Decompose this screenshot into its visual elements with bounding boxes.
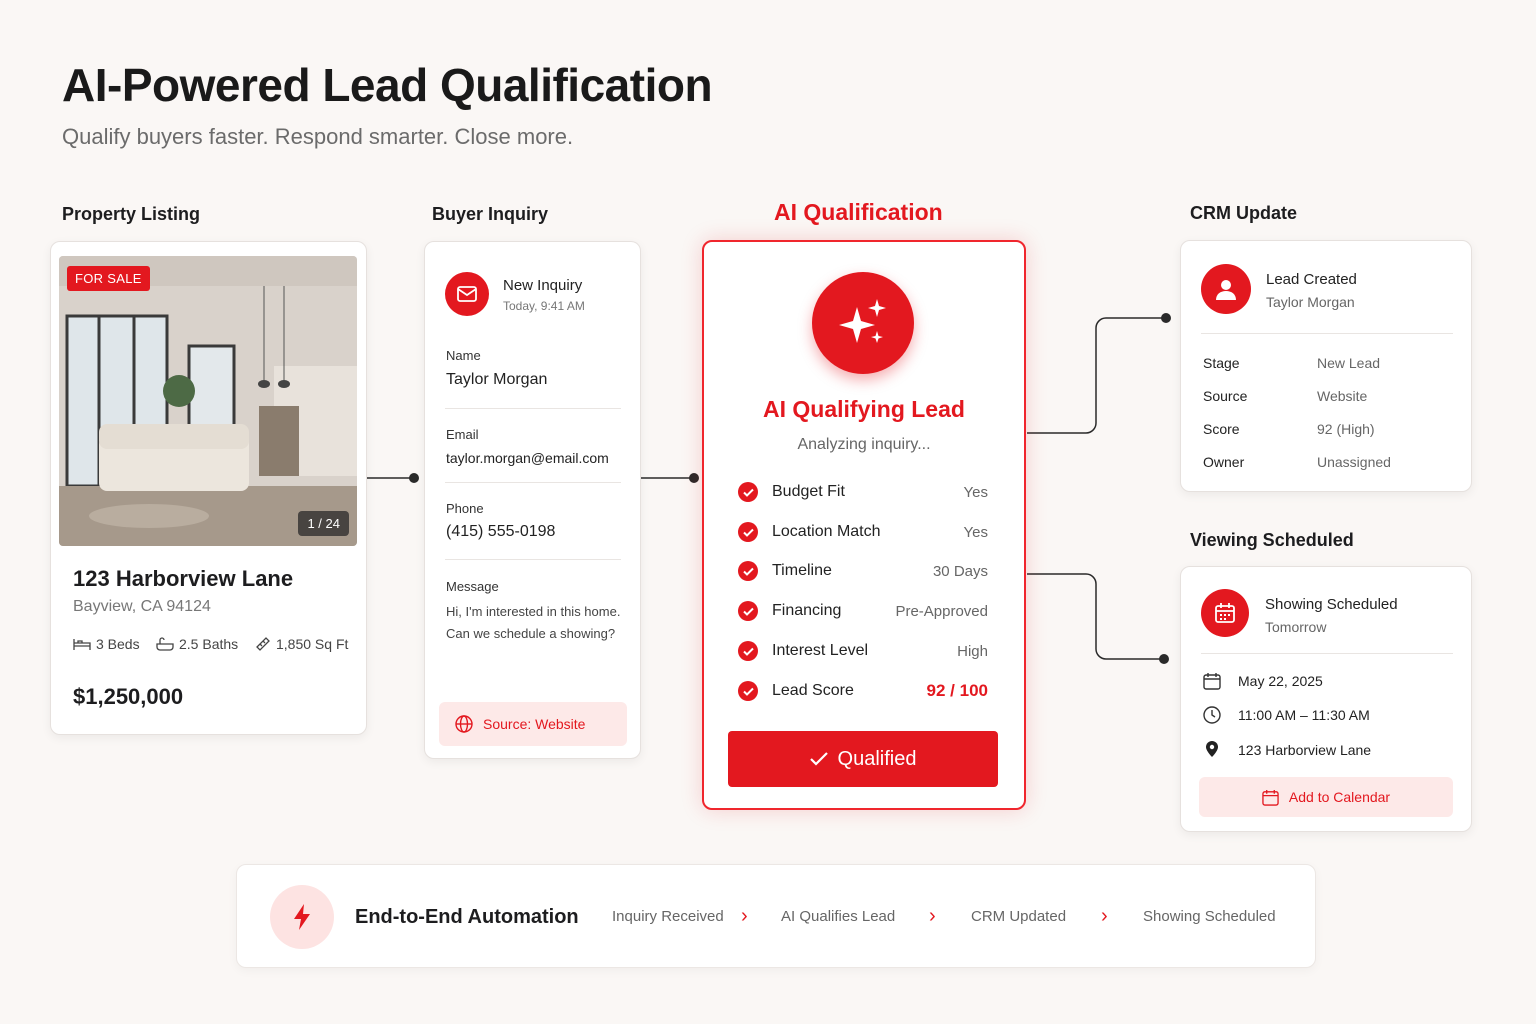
crm-key-score: Score [1203, 421, 1240, 437]
crm-lead-name: Taylor Morgan [1266, 294, 1355, 310]
beds-feature [73, 636, 140, 652]
section-label-property: Property Listing [62, 204, 201, 224]
beds-label: 3 Beds [96, 636, 140, 652]
message-label: Message [446, 579, 499, 594]
crm-key-stage: Stage [1203, 355, 1240, 371]
automation-title: End-to-End Automation [355, 906, 579, 928]
crm-value-stage: New Lead [1317, 355, 1381, 371]
lead-score-value: 92 / 100 [926, 681, 988, 700]
check-value: Yes [963, 483, 988, 501]
section-label-viewing: Viewing Scheduled [1190, 530, 1354, 550]
viewing-card[interactable] [1180, 566, 1472, 832]
check-icon [738, 561, 758, 581]
crm-card[interactable] [1180, 240, 1472, 492]
add-to-calendar-button[interactable] [1199, 777, 1453, 817]
crm-key-source: Source [1203, 388, 1248, 404]
inquiry-title: New Inquiry [503, 277, 583, 294]
viewing-title: Showing Scheduled [1265, 596, 1398, 613]
section-label-ai: AI Qualification [774, 199, 943, 225]
check-row-timeline [738, 561, 988, 581]
check-row-interest [738, 641, 988, 661]
for-sale-badge: FOR SALE [67, 266, 150, 291]
check-label: Timeline [772, 562, 832, 579]
step-ai-qualifies: AI Qualifies Lead [781, 908, 896, 925]
check-label: Financing [772, 602, 842, 619]
inquiry-card[interactable] [424, 241, 641, 759]
crm-value-owner[interactable]: Unassigned [1317, 454, 1391, 470]
qualified-button[interactable] [728, 731, 998, 787]
viewing-location: 123 Harborview Lane [1238, 742, 1372, 758]
page-title: AI-Powered Lead Qualification [62, 59, 713, 111]
check-value: Yes [963, 523, 988, 541]
divider [1201, 653, 1453, 654]
photo-count-badge[interactable]: 1 / 24 [298, 511, 349, 536]
step-inquiry-received: Inquiry Received [612, 908, 724, 925]
bed-icon [73, 637, 91, 651]
divider [1201, 333, 1453, 334]
viewing-when: Tomorrow [1265, 619, 1327, 635]
section-label-inquiry: Buyer Inquiry [432, 204, 549, 224]
email-value[interactable]: taylor.morgan@email.com [446, 450, 609, 466]
calendar-small-icon [1203, 672, 1221, 690]
check-label: Interest Level [772, 642, 869, 659]
viewing-date: May 22, 2025 [1238, 673, 1323, 689]
divider [445, 482, 621, 483]
crm-key-owner: Owner [1203, 454, 1245, 470]
ruler-icon [255, 636, 271, 652]
mail-icon [445, 272, 489, 316]
viewing-time: 11:00 AM – 11:30 AM [1238, 707, 1370, 723]
check-label: Lead Score [772, 682, 854, 699]
divider [445, 408, 621, 409]
crm-value-source: Website [1317, 388, 1368, 404]
sqft-label: 1,850 Sq Ft [276, 636, 349, 652]
crm-value-score: 92 (High) [1317, 421, 1375, 437]
calendar-add-icon [1262, 789, 1279, 806]
chevron-right-icon: › [1101, 905, 1108, 927]
property-photo[interactable] [59, 256, 357, 546]
add-to-calendar-label: Add to Calendar [1288, 789, 1391, 805]
check-icon [738, 681, 758, 701]
check-value: High [957, 642, 988, 660]
globe-icon [455, 715, 473, 733]
user-icon [1201, 264, 1251, 314]
name-value: Taylor Morgan [446, 371, 548, 388]
crm-title: Lead Created [1266, 271, 1357, 288]
check-label: Location Match [772, 523, 881, 540]
sparkle-icon [812, 272, 914, 374]
step-crm-updated: CRM Updated [971, 908, 1067, 925]
check-value: Pre-Approved [895, 602, 988, 620]
calendar-icon [1201, 589, 1249, 637]
checkmark-icon [810, 752, 828, 766]
check-icon [738, 482, 758, 502]
phone-label: Phone [446, 501, 484, 516]
bath-icon [156, 637, 174, 651]
source-badge [439, 702, 627, 746]
property-card[interactable] [50, 241, 367, 735]
qualified-label: Qualified [837, 747, 917, 770]
chevron-right-icon: › [741, 905, 748, 927]
check-icon [738, 641, 758, 661]
message-line-2: Can we schedule a showing? [446, 626, 616, 641]
page-subtitle: Qualify buyers faster. Respond smarter. Close more. [62, 124, 574, 149]
property-price: $1,250,000 [73, 684, 184, 709]
chevron-right-icon: › [929, 905, 936, 927]
automation-bar [236, 864, 1316, 968]
check-row-budget [738, 482, 988, 502]
inquiry-time: Today, 9:41 AM [503, 299, 585, 313]
step-showing-scheduled: Showing Scheduled [1143, 908, 1276, 925]
check-value: 30 Days [932, 562, 988, 580]
ai-heading: AI Qualifying Lead [763, 396, 965, 422]
section-label-crm: CRM Update [1190, 203, 1297, 223]
name-label: Name [446, 348, 481, 363]
baths-label: 2.5 Baths [179, 636, 239, 652]
email-label: Email [446, 427, 479, 442]
check-icon [738, 522, 758, 542]
property-city: Bayview, CA 94124 [73, 598, 211, 615]
source-label: Source: Website [483, 716, 586, 732]
check-row-location [738, 522, 988, 542]
check-row-score [738, 681, 988, 701]
clock-icon [1203, 706, 1221, 724]
message-line-1: Hi, I'm interested in this home. [446, 604, 621, 619]
phone-value[interactable]: (415) 555-0198 [446, 523, 556, 540]
check-icon [738, 601, 758, 621]
sqft-feature [255, 636, 348, 652]
divider [445, 559, 621, 560]
lightning-icon [270, 885, 334, 949]
baths-feature [156, 636, 238, 652]
ai-qualification-card[interactable] [702, 240, 1026, 810]
ai-status: Analyzing inquiry... [797, 436, 931, 453]
check-label: Budget Fit [772, 483, 845, 500]
check-row-financing [738, 601, 988, 621]
property-address: 123 Harborview Lane [73, 566, 294, 591]
location-pin-icon [1205, 740, 1219, 758]
